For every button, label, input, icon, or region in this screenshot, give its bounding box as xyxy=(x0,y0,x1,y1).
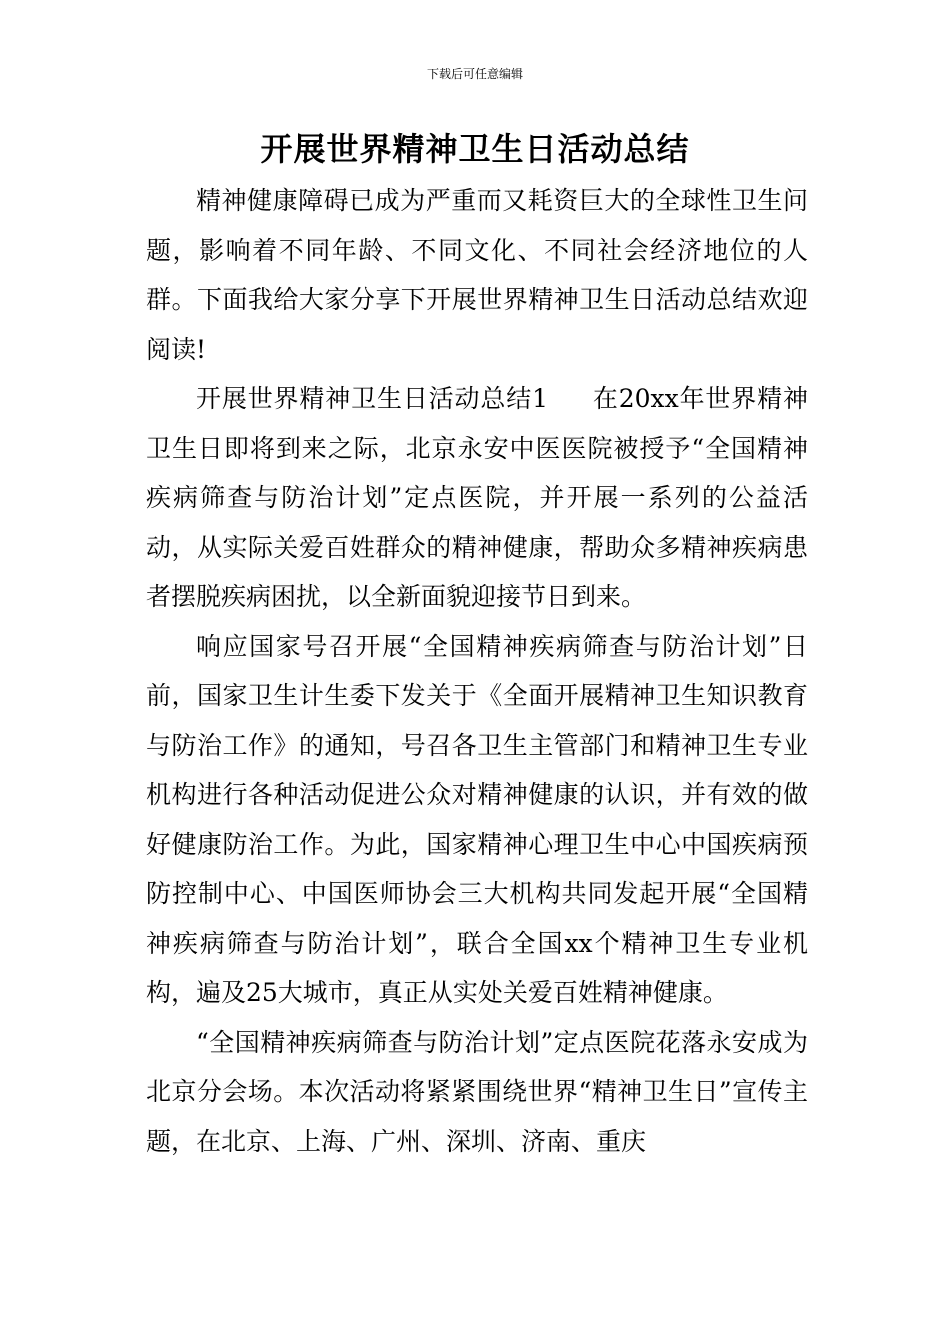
paragraph-summary-1 xyxy=(146,374,808,622)
paragraph-beijing-venue xyxy=(146,1018,808,1167)
paragraph-beijing-venue-text: “全国精神疾病筛查与防治计划”定点医院花落永安成为北京分会场。本次活动将紧紧围绕世界“精神卫生日”宣传主题，在北京、上海、广州、深圳、济南、重庆 xyxy=(146,1027,808,1156)
section-lead: 开展世界精神卫生日活动总结1 xyxy=(196,384,548,413)
document-body xyxy=(146,176,808,1166)
header-note: 下载后可任意编辑 xyxy=(426,67,523,81)
paragraph-intro xyxy=(146,176,808,374)
document-title: 开展世界精神卫生日活动总结 xyxy=(260,130,690,168)
paragraph-national-plan-text: 响应国家号召开展“全国精神疾病筛查与防治计划”日前，国家卫生计生委下发关于《全面开展精神卫生知识教育与防治工作》的通知，号召各卫生主管部门和精神卫生专业机构进行各种活动促进公众对精神健康的认识，并有效的做好健康防治工作。为此，国家精神心理卫生中心中国疾病预防控制中心、中国医师协会三大机构共同发起开展“全国精神疾病筛查与防治计划”，联合全国xx个精神卫生专业机构，遍及25大城市，真正从实处关爱百姓精神健康。 xyxy=(146,631,808,1007)
paragraph-intro-text: 精神健康障碍已成为严重而又耗资巨大的全球性卫生问题，影响着不同年龄、不同文化、不同社会经济地位的人群。下面我给大家分享下开展世界精神卫生日活动总结欢迎阅读! xyxy=(146,186,808,364)
paragraph-summary-1-text: 在20xx年世界精神卫生日即将到来之际，北京永安中医医院被授予“全国精神疾病筛查与防治计划”定点医院，并开展一系列的公益活动，从实际关爱百姓群众的精神健康，帮助众多精神疾病患者摆脱疾病困扰，以全新面貌迎接节日到来。 xyxy=(146,384,808,611)
paragraph-national-plan xyxy=(146,622,808,1018)
